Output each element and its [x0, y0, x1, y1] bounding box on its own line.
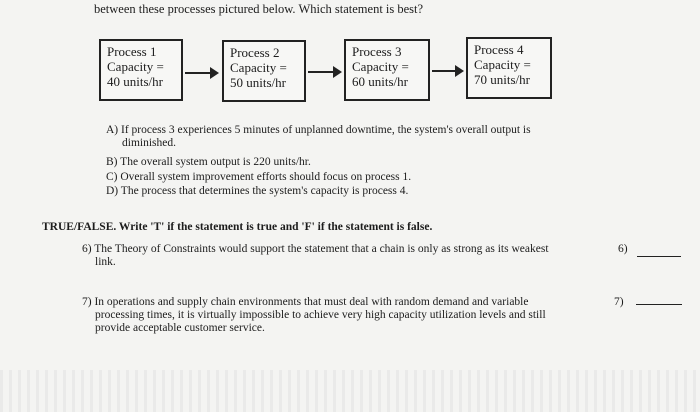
- process-capacity-label: Capacity =: [230, 60, 287, 75]
- question-7-line1: 7) In operations and supply chain environments that must deal with random demand and variable: [82, 296, 529, 308]
- question-6-line1: 6) The Theory of Constraints would support the statement that a chain is only as strong as its weakest: [82, 243, 549, 255]
- question-intro: between these processes pictured below. Which statement is best?: [94, 2, 424, 16]
- process-box-3: [344, 39, 430, 101]
- process-box-1: [99, 39, 183, 101]
- flow-arrow: [185, 72, 217, 74]
- process-capacity-value: 70 units/hr: [474, 72, 530, 87]
- answer-blank-7[interactable]: [636, 304, 682, 305]
- process-capacity-label: Capacity =: [474, 57, 531, 72]
- flow-arrow: [432, 70, 462, 72]
- question-6-line2: link.: [95, 256, 116, 268]
- option-a-line2: diminished.: [122, 137, 176, 149]
- question-7-line3: provide acceptable customer service.: [95, 322, 265, 334]
- process-capacity-label: Capacity =: [352, 59, 409, 74]
- process-name: Process 4: [474, 42, 524, 57]
- process-name: Process 2: [230, 45, 280, 60]
- answer-label-6: 6): [618, 243, 628, 255]
- question-6: [82, 243, 612, 269]
- answer-blank-6[interactable]: [637, 256, 681, 257]
- process-capacity-label: Capacity =: [107, 59, 164, 74]
- process-name: Process 3: [352, 44, 402, 59]
- option-b: B) The overall system output is 220 units/hr.: [106, 156, 311, 168]
- scan-noise: [0, 370, 700, 412]
- option-a-line1: A) If process 3 experiences 5 minutes of unplanned downtime, the system's overall output is: [106, 124, 531, 136]
- true-false-heading: TRUE/FALSE. Write 'T' if the statement is true and 'F' if the statement is false.: [42, 221, 433, 233]
- option-c: C) Overall system improvement efforts should focus on process 1.: [106, 171, 412, 183]
- process-name: Process 1: [107, 44, 157, 59]
- option-d: D) The process that determines the system's capacity is process 4.: [106, 185, 409, 197]
- process-capacity-value: 40 units/hr: [107, 74, 163, 89]
- process-capacity-value: 50 units/hr: [230, 75, 286, 90]
- question-7: [82, 296, 612, 335]
- answer-label-7: 7): [614, 296, 624, 308]
- process-box-2: [222, 40, 306, 102]
- process-capacity-value: 60 units/hr: [352, 74, 408, 89]
- option-a: [106, 124, 626, 150]
- question-7-line2: processing times, it is virtually impossible to achieve very high capacity utilization levels and still: [95, 309, 546, 321]
- process-box-4: [466, 37, 552, 99]
- flow-arrow: [308, 71, 340, 73]
